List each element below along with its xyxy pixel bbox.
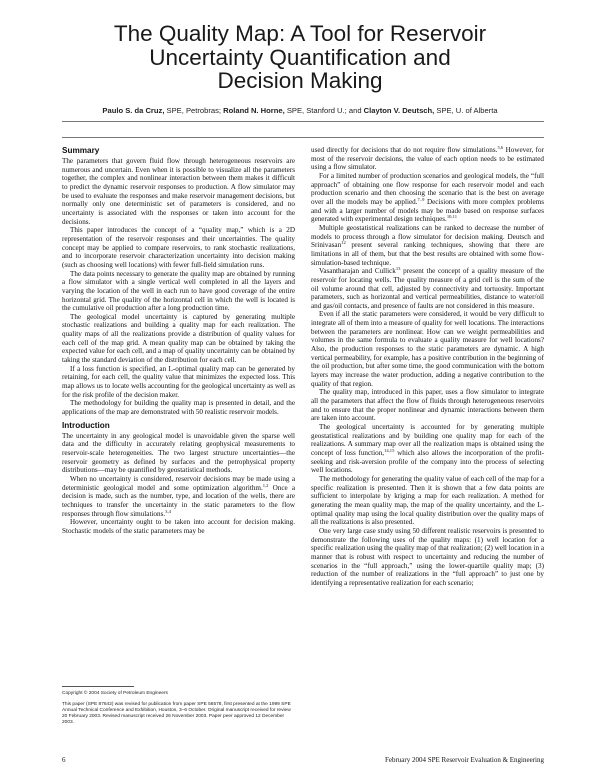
body-text: Multiple geostatistical realizations can be ranked to decrease the number of models to process through a flow simulator for decision making. Deutsch and Srinivasan <box>311 223 544 250</box>
citation: 10,11 <box>446 214 457 220</box>
body-paragraph <box>311 224 544 267</box>
body-text: present the concept of a quality measure of the reservoir for locating wells. The quality measure of a grid cell is the sum of the oil volume around that cell, adjusted by connectivity and tortuosity. Important parameters, such as horizontal and vertical permeabilities, distance to water/oil and gas/oil contacts, and presence of faults are not considered in this measure. <box>311 267 545 310</box>
left-column <box>62 146 295 536</box>
intro-paragraph <box>62 475 295 518</box>
right-column <box>311 146 544 587</box>
paper-title <box>30 22 570 93</box>
summary-paragraph: The parameters that govern fluid flow through heterogeneous reservoirs are numerous and uncertain. Even when it is possible to visualize all the parameters together, the complex and nonlinear interaction between them makes it difficult to predict the dynamic reservoir responses to production. A flow simulator may be used to evaluate the responses and make reservoir management decisions, but normally only one deterministic set of parameters is considered, and no uncertainty is associated with the responses or taken into account for the decisions. <box>62 157 295 226</box>
author-affil-2: SPE, Stanford U.; and <box>284 106 364 115</box>
body-paragraph <box>311 172 544 224</box>
body-paragraph: The methodology for generating the quality value of each cell of the map for a specific realization is presented. Then it is shown that a few data points are sufficient to interpolate by kriging a map for each realization. A method for generating the mean quality map, the map of the quality uncertainty, and the L-optimal quality map using the local quality distribution over the quality maps of all the realizations is also presented. <box>311 474 544 527</box>
intro-text: When no uncertainty is considered, reservoir decisions may be made using a deterministic geological model and some optimization algorithm. <box>62 474 295 492</box>
summary-paragraph: The methodology for building the quality map is presented in detail, and the applications of the map are demonstrated with 50 realistic reservoir models. <box>62 399 295 417</box>
copyright-footnote: Copyright © 2004 Society of Petroleum Engineers <box>62 691 168 696</box>
author-name-3: Clayton V. Deutsch, <box>363 106 435 115</box>
header-rule-top <box>62 121 544 122</box>
body-paragraph <box>311 423 544 475</box>
body-paragraph: One very large case study using 50 different realistic reservoirs is presented to demonstrate the following uses of the quality maps: (1) well location for a specific realization using the quality map of that realization; (2) well location in a manner that is robust with respect to uncertainty and reducing the number of scenarios in the “full approach,” using the lower-quartile quality map; (3) reduction of the number of realizations in the “full approach” to just one by identifying a representative realization for each scenario; <box>311 526 544 587</box>
intro-text: Once a decision is made, such as the number, type, and location of the wells, there are techniques to transfer the uncertainty in the static parameters to the flow responses through flow simulations. <box>62 483 295 518</box>
body-text: used directly for decisions that do not require flow simulations. <box>311 146 498 154</box>
author-name-1: Paulo S. da Cruz, <box>102 106 165 115</box>
body-paragraph: The quality map, introduced in this paper, uses a flow simulator to integrate all the parameters that affect the flow of fluids through heterogeneous reservoirs and to ensure that the proper nonlinear and dynamic interactions between them are taken into account. <box>311 388 544 423</box>
body-text: which also allows the incorporation of the profit-seeking and risk-aversion profile of the company into the process of selecting well locations. <box>311 448 545 475</box>
page-number: 6 <box>62 756 66 764</box>
intro-paragraph: However, uncertainty ought to be taken into account for decision making. Stochastic models of the static parameters may be <box>62 518 295 535</box>
header-rule-bottom <box>62 137 544 138</box>
body-paragraph: Even if all the static parameters were considered, it would be very difficult to integrate all of them into a measure of quality for well locations. The interactions between the parameters are nonlinear. How can we weight permeabilities and volumes in the same formula to evaluate a quality measure for well locations? Also, the production responses to the static parameters are dynamic. A high vertical permeability, for example, has a positive contribution in the beginning of the oil production, but after some time, the good communication with the bottom layers may increase the water production, adding a negative contribution to the quality of that region. <box>311 310 544 388</box>
intro-paragraph: The uncertainty in any geological model is unavoidable given the sparse well data and the difficulty in accurately relating geophysical measurements to reservoir-scale heterogeneities. The two largest structure uncertainties—the reservoir geometry as defined by surfaces and the petrophysical property distributions—may be quantified by geostatistical methods. <box>62 431 295 475</box>
citation: 3,4 <box>165 508 171 514</box>
title-line-3: Decision Making <box>217 68 383 93</box>
citation: 13 <box>395 266 401 272</box>
title-line-1: The Quality Map: A Tool for Reservoir <box>113 21 487 46</box>
journal-footer: February 2004 SPE Reservoir Evaluation & Engineering <box>384 756 544 764</box>
summary-paragraph: If a loss function is specified, an L-optimal quality map can be generated by retaining, for each cell, the quality value that minimizes the expected loss. This map allows us to locate wells accounting for the geological uncertainty as well as for the risk profile of the decision maker. <box>62 364 295 399</box>
body-text: However, for most of the reservoir decisions, the value of each option needs to be estimated using a flow simulator. <box>311 146 544 172</box>
body-text: For a limited number of production scenarios and geological models, the “full approach” of obtaining one flow response for each reservoir model and each production scenario and then choosing the scenario that is the best on average over all the models may be applied. <box>311 171 544 206</box>
body-text: Decisions with more complex problems and with a larger number of models may be made based on response surfaces generated with experimental design techniques. <box>311 197 544 224</box>
body-text: The geological uncertainty is accounted for by generating multiple geostatistical realizations and by building one quality map for each of the realizations. A summary map over all the realization maps is obtained using the concept of loss function, <box>311 423 544 457</box>
body-paragraph <box>311 267 544 310</box>
citation: 5,6 <box>497 145 504 150</box>
manuscript-footnote: This paper (SPE 87642) was revised for publication from paper SPE 56578, first presented at the 1999 SPE Annual Technical Conference and Exhibition, Houston, 3–6 October. Original manuscript received for review 20 February 2003. Revised manuscript received 26 November 2003. Paper peer approved 12 December 2003. <box>62 702 291 725</box>
introduction-heading: Introduction <box>62 420 110 430</box>
citation: 1,2 <box>262 482 269 488</box>
author-line <box>30 106 570 115</box>
author-affil-1: SPE, Petrobras; <box>164 106 224 115</box>
author-affil-3: SPE, U. of Alberta <box>434 106 498 115</box>
footnote-rule <box>62 686 134 687</box>
citation: 7–9 <box>417 196 425 202</box>
body-text: present several ranking techniques, showing that there are limitations in all of them, but that the best results are obtained with some flow-simulation-based technique. <box>311 241 544 267</box>
summary-paragraph: The geological model uncertainty is captured by generating multiple stochastic realizations and building a quality map for each realization. The quality maps of all the realizations provide a distribution of quality values for each cell of the map grid. A mean quality map can be obtained by taking the expected value for each cell, and a map of quality uncertainty can be obtained by taking the standard deviation of the distribution for each cell. <box>62 312 295 365</box>
citation: 14,15 <box>384 447 395 453</box>
summary-paragraph: This paper introduces the concept of a “quality map,” which is a 2D representation of the reservoir responses and their uncertainties. The quality concept may be applied to compare reservoirs, to rank stochastic realizations, and to incorporate reservoir characterization uncertainty into decision making (such as choosing well locations) with fewer full-field simulation runs. <box>62 226 295 269</box>
summary-heading: Summary <box>62 146 100 155</box>
title-line-2: Uncertainty Quantification and <box>149 44 451 70</box>
author-name-2: Roland N. Horne, <box>223 106 285 115</box>
body-paragraph <box>311 146 544 172</box>
summary-paragraph: The data points necessary to generate the quality map are obtained by running a flow simulator with a single vertical well completed in all the layers and varying the location of the well in each run to have good coverage of the entire horizontal grid. The quality of the horizontal cell in which the well is located is the cumulative oil production after a long production time. <box>62 269 295 313</box>
body-text: Vasantharajan and Cullick <box>319 267 396 276</box>
citation: 12 <box>341 240 346 246</box>
